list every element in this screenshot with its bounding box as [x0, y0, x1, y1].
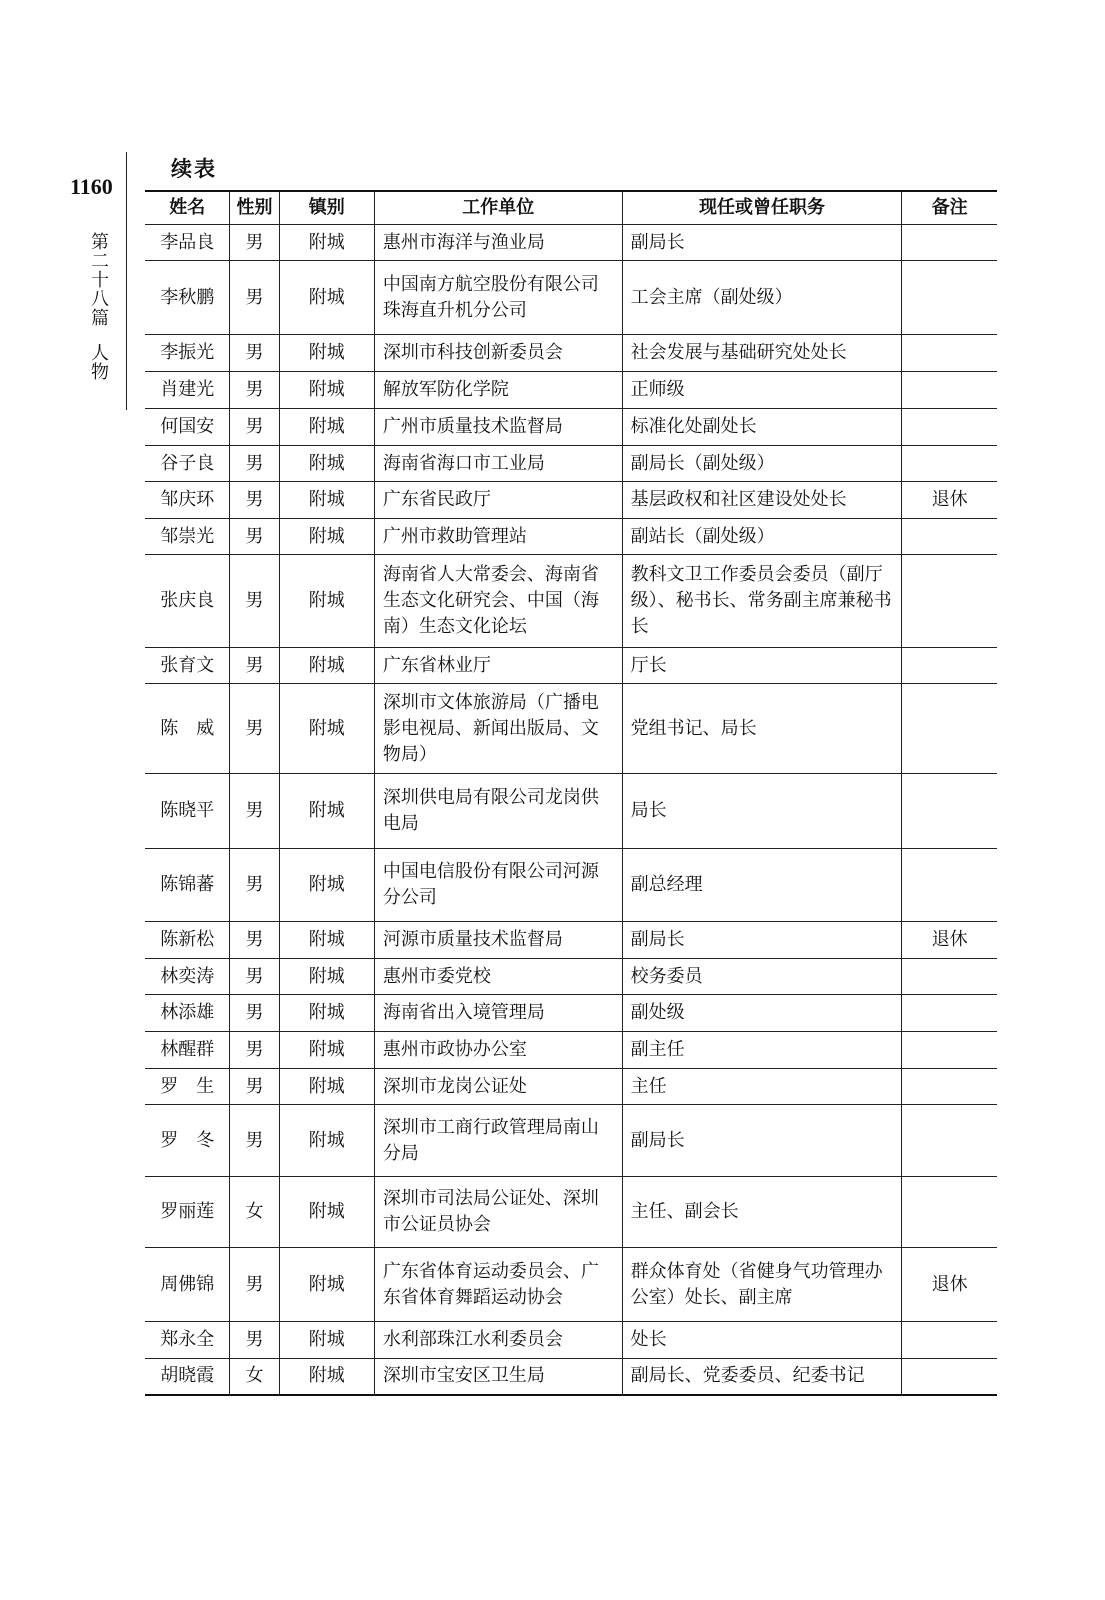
table-row — [145, 1359, 997, 1395]
person-sex: 男 — [230, 1248, 279, 1322]
person-note — [902, 261, 997, 335]
person-work-unit: 中国南方航空股份有限公司珠海直升机分公司 — [374, 261, 622, 335]
person-note — [902, 335, 997, 372]
person-sex: 男 — [230, 335, 279, 372]
person-position: 副处级 — [622, 995, 902, 1032]
person-town: 附城 — [279, 1248, 374, 1322]
header-town: 镇别 — [279, 191, 374, 225]
person-work-unit: 深圳市宝安区卫生局 — [374, 1359, 622, 1395]
person-town: 附城 — [279, 774, 374, 849]
table-row — [145, 555, 997, 648]
table-row — [145, 409, 997, 446]
person-position: 标准化处副处长 — [622, 409, 902, 446]
person-work-unit: 广东省民政厅 — [374, 482, 622, 519]
person-name: 罗 冬 — [145, 1105, 230, 1177]
person-town: 附城 — [279, 409, 374, 446]
person-name: 谷子良 — [145, 446, 230, 482]
person-name: 林添雄 — [145, 995, 230, 1032]
person-name: 林奕涛 — [145, 959, 230, 995]
table-row — [145, 1322, 997, 1359]
table-row — [145, 261, 997, 335]
table-row — [145, 482, 997, 519]
header-position: 现任或曾任职务 — [622, 191, 902, 225]
person-position: 群众体育处（省健身气功管理办公室）处长、副主席 — [622, 1248, 902, 1322]
person-position: 主任、副会长 — [622, 1177, 902, 1248]
person-position: 教科文卫工作委员会委员（副厅级）、秘书长、常务副主席兼秘书长 — [622, 555, 902, 648]
person-town: 附城 — [279, 1177, 374, 1248]
person-town: 附城 — [279, 684, 374, 774]
table-header-row — [145, 191, 997, 225]
person-sex: 男 — [230, 225, 279, 261]
person-name: 林醒群 — [145, 1032, 230, 1069]
person-town: 附城 — [279, 335, 374, 372]
person-position: 副局长（副处级） — [622, 446, 902, 482]
person-sex: 男 — [230, 409, 279, 446]
person-town: 附城 — [279, 372, 374, 409]
person-note: 退休 — [902, 1248, 997, 1322]
person-sex: 男 — [230, 1032, 279, 1069]
page-number: 1160 — [70, 174, 113, 199]
person-note — [902, 959, 997, 995]
person-position: 副局长 — [622, 1105, 902, 1177]
header-work-unit: 工作单位 — [374, 191, 622, 225]
person-work-unit: 广东省林业厅 — [374, 648, 622, 684]
person-note — [902, 225, 997, 261]
person-name: 胡晓霞 — [145, 1359, 230, 1395]
person-town: 附城 — [279, 1069, 374, 1105]
person-town: 附城 — [279, 1322, 374, 1359]
person-town: 附城 — [279, 922, 374, 959]
person-sex: 男 — [230, 995, 279, 1032]
person-work-unit: 河源市质量技术监督局 — [374, 922, 622, 959]
person-sex: 男 — [230, 1105, 279, 1177]
person-note — [902, 849, 997, 922]
person-sex: 男 — [230, 1069, 279, 1105]
person-position: 社会发展与基础研究处处长 — [622, 335, 902, 372]
person-note — [902, 1359, 997, 1395]
person-sex: 男 — [230, 482, 279, 519]
table-row — [145, 335, 997, 372]
header-name: 姓名 — [145, 191, 230, 225]
person-work-unit: 海南省出入境管理局 — [374, 995, 622, 1032]
person-work-unit: 惠州市委党校 — [374, 959, 622, 995]
person-work-unit: 深圳市龙岗公证处 — [374, 1069, 622, 1105]
person-note — [902, 1032, 997, 1069]
table-row — [145, 1032, 997, 1069]
person-work-unit: 深圳市科技创新委员会 — [374, 335, 622, 372]
table-row — [145, 1105, 997, 1177]
person-note — [902, 1322, 997, 1359]
person-name: 李品良 — [145, 225, 230, 261]
person-note — [902, 684, 997, 774]
person-work-unit: 水利部珠江水利委员会 — [374, 1322, 622, 1359]
person-name: 陈 威 — [145, 684, 230, 774]
person-sex: 男 — [230, 648, 279, 684]
person-name: 陈锦蕃 — [145, 849, 230, 922]
person-position: 工会主席（副处级） — [622, 261, 902, 335]
person-note — [902, 409, 997, 446]
person-position: 主任 — [622, 1069, 902, 1105]
table-row — [145, 995, 997, 1032]
person-position: 副局长 — [622, 225, 902, 261]
table-row — [145, 684, 997, 774]
table-row — [145, 959, 997, 995]
person-note — [902, 555, 997, 648]
table-row — [145, 1248, 997, 1322]
person-town: 附城 — [279, 959, 374, 995]
person-note — [902, 648, 997, 684]
person-town: 附城 — [279, 519, 374, 555]
person-name: 周佛锦 — [145, 1248, 230, 1322]
person-name: 邹庆环 — [145, 482, 230, 519]
person-town: 附城 — [279, 995, 374, 1032]
person-note: 退休 — [902, 482, 997, 519]
continued-table-label: 续表 — [171, 156, 217, 181]
personnel-table — [145, 190, 997, 1396]
chapter-number: 第二十八篇 — [88, 232, 109, 327]
person-town: 附城 — [279, 555, 374, 648]
person-name: 张育文 — [145, 648, 230, 684]
chapter-name: 人物 — [88, 343, 109, 381]
person-work-unit: 深圳市文体旅游局（广播电影电视局、新闻出版局、文物局） — [374, 684, 622, 774]
person-work-unit: 深圳市司法局公证处、深圳市公证员协会 — [374, 1177, 622, 1248]
person-work-unit: 海南省人大常委会、海南省生态文化研究会、中国（海南）生态文化论坛 — [374, 555, 622, 648]
table-row — [145, 446, 997, 482]
person-note — [902, 774, 997, 849]
person-note — [902, 446, 997, 482]
table-row — [145, 519, 997, 555]
header-sex: 性别 — [230, 191, 279, 225]
person-work-unit: 惠州市海洋与渔业局 — [374, 225, 622, 261]
person-town: 附城 — [279, 648, 374, 684]
person-position: 副总经理 — [622, 849, 902, 922]
person-sex: 男 — [230, 261, 279, 335]
person-sex: 男 — [230, 555, 279, 648]
person-work-unit: 海南省海口市工业局 — [374, 446, 622, 482]
person-sex: 女 — [230, 1359, 279, 1395]
person-sex: 男 — [230, 1322, 279, 1359]
person-name: 罗 生 — [145, 1069, 230, 1105]
person-position: 副局长 — [622, 922, 902, 959]
person-name: 李振光 — [145, 335, 230, 372]
person-name: 何国安 — [145, 409, 230, 446]
person-town: 附城 — [279, 482, 374, 519]
table-row — [145, 849, 997, 922]
person-sex: 男 — [230, 446, 279, 482]
chapter-side-title — [86, 232, 108, 381]
table-row — [145, 1177, 997, 1248]
person-position: 副站长（副处级） — [622, 519, 902, 555]
person-sex: 男 — [230, 774, 279, 849]
person-note — [902, 519, 997, 555]
person-name: 陈晓平 — [145, 774, 230, 849]
person-position: 基层政权和社区建设处处长 — [622, 482, 902, 519]
person-position: 副局长、党委委员、纪委书记 — [622, 1359, 902, 1395]
table-row — [145, 774, 997, 849]
person-town: 附城 — [279, 1105, 374, 1177]
person-position: 党组书记、局长 — [622, 684, 902, 774]
margin-rule — [126, 152, 127, 410]
person-sex: 男 — [230, 372, 279, 409]
person-name: 陈新松 — [145, 922, 230, 959]
table-row — [145, 648, 997, 684]
person-name: 罗丽莲 — [145, 1177, 230, 1248]
person-sex: 男 — [230, 849, 279, 922]
person-work-unit: 中国电信股份有限公司河源分公司 — [374, 849, 622, 922]
person-work-unit: 深圳供电局有限公司龙岗供电局 — [374, 774, 622, 849]
table-row — [145, 225, 997, 261]
person-note — [902, 1069, 997, 1105]
person-note — [902, 1177, 997, 1248]
person-work-unit: 广东省体育运动委员会、广东省体育舞蹈运动协会 — [374, 1248, 622, 1322]
person-note — [902, 995, 997, 1032]
person-town: 附城 — [279, 849, 374, 922]
person-name: 肖建光 — [145, 372, 230, 409]
person-sex: 男 — [230, 519, 279, 555]
person-position: 局长 — [622, 774, 902, 849]
person-note — [902, 372, 997, 409]
person-position: 厅长 — [622, 648, 902, 684]
person-position: 正师级 — [622, 372, 902, 409]
person-town: 附城 — [279, 225, 374, 261]
person-name: 郑永全 — [145, 1322, 230, 1359]
table-row — [145, 922, 997, 959]
person-name: 邹崇光 — [145, 519, 230, 555]
person-work-unit: 惠州市政协办公室 — [374, 1032, 622, 1069]
person-town: 附城 — [279, 446, 374, 482]
person-position: 处长 — [622, 1322, 902, 1359]
table-row — [145, 372, 997, 409]
person-name: 张庆良 — [145, 555, 230, 648]
person-sex: 男 — [230, 684, 279, 774]
person-work-unit: 广州市质量技术监督局 — [374, 409, 622, 446]
person-town: 附城 — [279, 261, 374, 335]
person-town: 附城 — [279, 1359, 374, 1395]
table-row — [145, 1069, 997, 1105]
person-note — [902, 1105, 997, 1177]
person-sex: 女 — [230, 1177, 279, 1248]
person-sex: 男 — [230, 959, 279, 995]
person-note: 退休 — [902, 922, 997, 959]
person-position: 校务委员 — [622, 959, 902, 995]
person-work-unit: 深圳市工商行政管理局南山分局 — [374, 1105, 622, 1177]
person-work-unit: 广州市救助管理站 — [374, 519, 622, 555]
header-note: 备注 — [902, 191, 997, 225]
person-sex: 男 — [230, 922, 279, 959]
person-town: 附城 — [279, 1032, 374, 1069]
person-work-unit: 解放军防化学院 — [374, 372, 622, 409]
person-name: 李秋鹏 — [145, 261, 230, 335]
person-position: 副主任 — [622, 1032, 902, 1069]
